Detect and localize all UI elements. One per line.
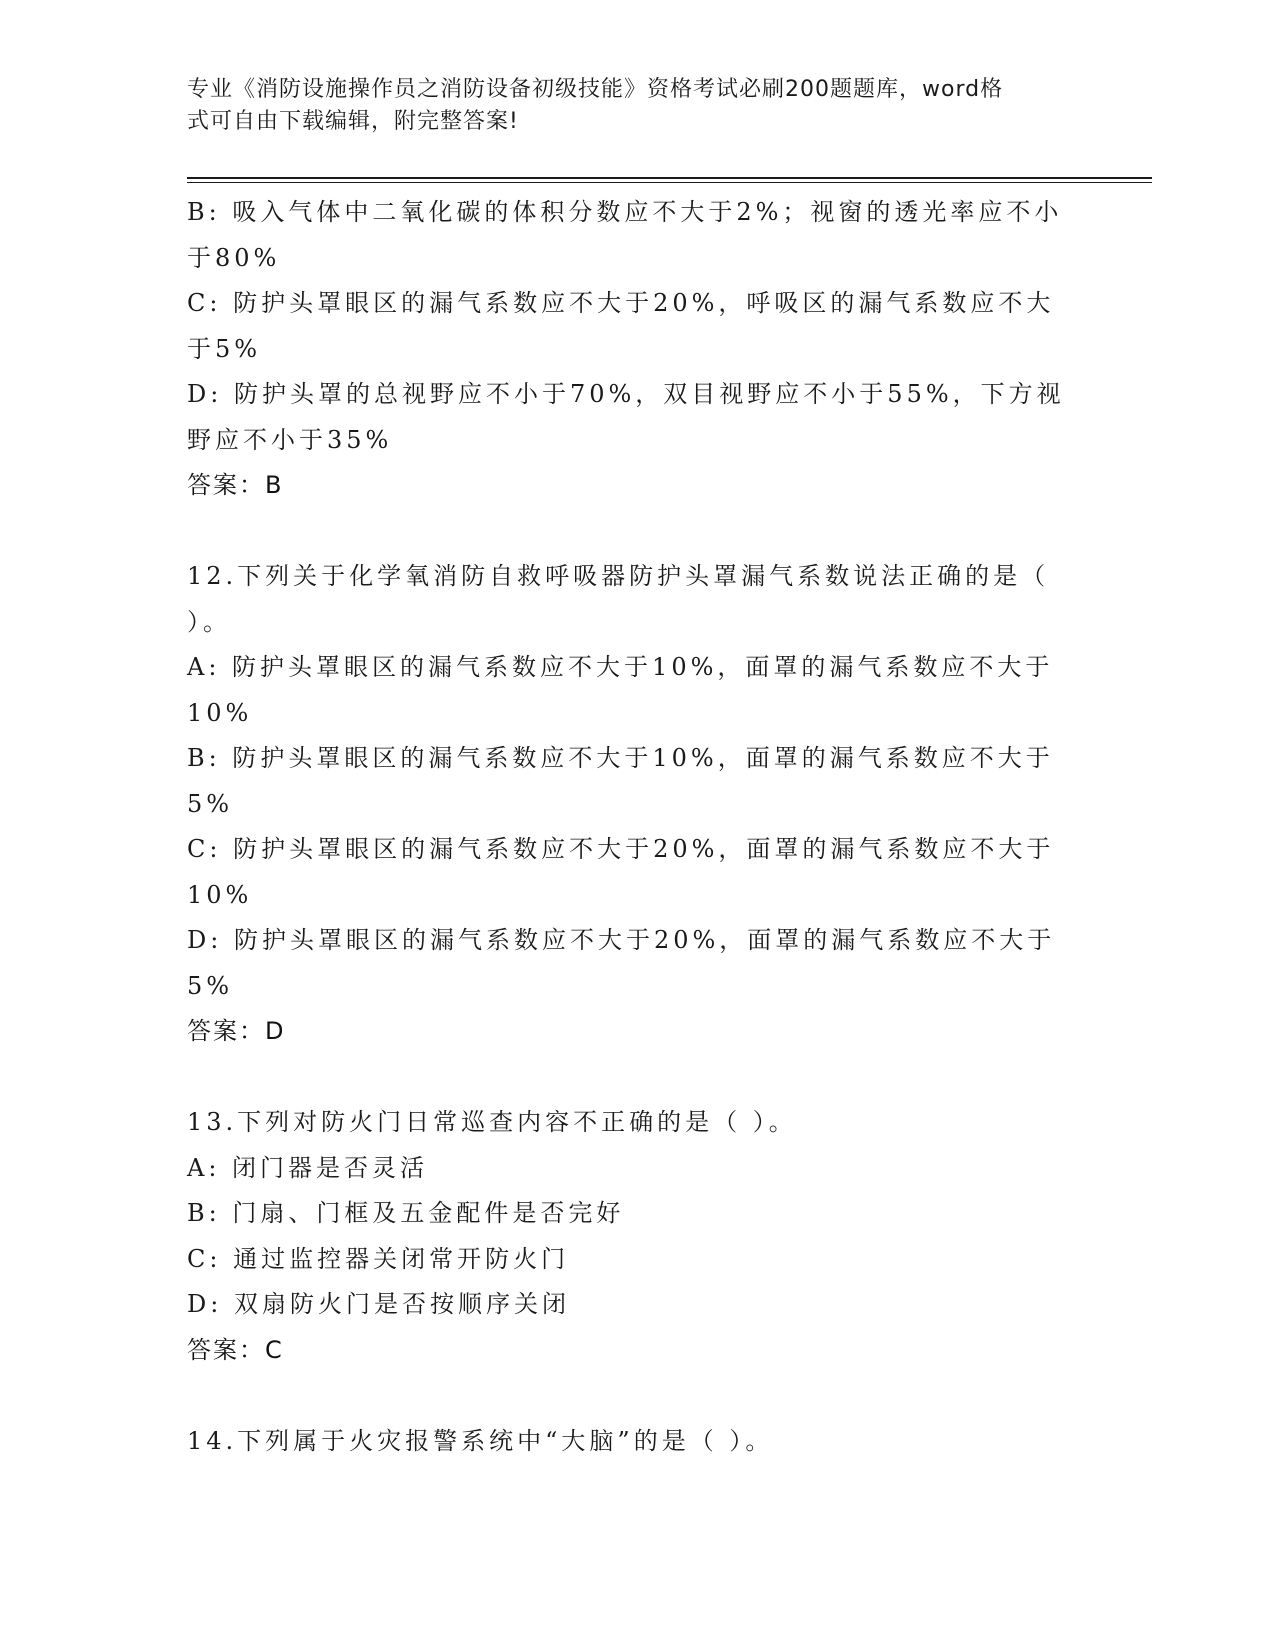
document-body	[187, 190, 1087, 1464]
question-11	[187, 190, 1087, 509]
question-12	[187, 554, 1087, 1055]
q12-option-c-line-2: 10%	[187, 880, 253, 909]
q11-answer: 答案：B	[187, 471, 284, 499]
header-line-1: 专业《消防设施操作员之消防设备初级技能》资格考试必刷200题题库，word格	[187, 77, 1004, 102]
q13-answer: 答案：C	[187, 1335, 284, 1364]
q12-option-c-line-1: C: 防护头罩眼区的漏气系数应不大于20%，面罩的漏气系数应不大于	[187, 835, 1055, 863]
q13-option-b: B: 门扇、门框及五金配件是否完好	[187, 1199, 625, 1227]
q13-option-c: C: 通过监控器关闭常开防火门	[187, 1244, 570, 1273]
q12-stem-line-2: ）。	[187, 607, 231, 636]
header-divider-thin	[187, 182, 1152, 183]
spacer	[187, 1055, 1087, 1101]
q12-option-b-line-2: 5%	[187, 789, 234, 818]
q12-option-d-line-1: D: 防护头罩眼区的漏气系数应不大于20%，面罩的漏气系数应不大于	[187, 926, 1056, 954]
q12-option-a-line-1: A: 防护头罩眼区的漏气系数应不大于10%，面罩的漏气系数应不大于	[187, 653, 1054, 681]
q12-option-d-line-2: 5%	[187, 971, 234, 1000]
q13-option-d: D: 双扇防火门是否按顺序关闭	[187, 1290, 570, 1318]
q11-option-c-line-2: 于5%	[187, 334, 262, 363]
header-divider-thick	[187, 177, 1152, 179]
document-header	[187, 74, 1067, 138]
q13-stem: 13.下列对防火门日常巡查内容不正确的是（ ）。	[187, 1108, 797, 1136]
spacer	[187, 1373, 1087, 1419]
q13-option-a: A: 闭门器是否灵活	[187, 1153, 429, 1182]
q12-answer: 答案：D	[187, 1017, 286, 1045]
q11-option-d-line-1: D: 防护头罩的总视野应不小于70%，双目视野应不小于55%，下方视	[187, 380, 1065, 408]
q12-option-a-line-2: 10%	[187, 698, 253, 727]
q12-stem-line-1: 12.下列关于化学氧消防自救呼吸器防护头罩漏气系数说法正确的是（	[187, 562, 1050, 590]
q14-stem: 14.下列属于火灾报警系统中“大脑”的是（ ）。	[187, 1426, 774, 1455]
q12-option-b-line-1: B: 防护头罩眼区的漏气系数应不大于10%，面罩的漏气系数应不大于	[187, 744, 1054, 772]
header-line-2: 式可自由下载编辑，附完整答案!	[187, 109, 519, 134]
q11-option-b-line-1: B: 吸入气体中二氧化碳的体积分数应不大于2%；视窗的透光率应不小	[187, 198, 1063, 226]
spacer	[187, 509, 1087, 555]
q11-option-c-line-1: C: 防护头罩眼区的漏气系数应不大于20%，呼吸区的漏气系数应不大	[187, 289, 1055, 317]
q11-option-b-line-2: 于80%	[187, 243, 281, 272]
question-14	[187, 1419, 1087, 1465]
q11-option-d-line-2: 野应不小于35%	[187, 425, 393, 454]
question-13	[187, 1100, 1087, 1373]
